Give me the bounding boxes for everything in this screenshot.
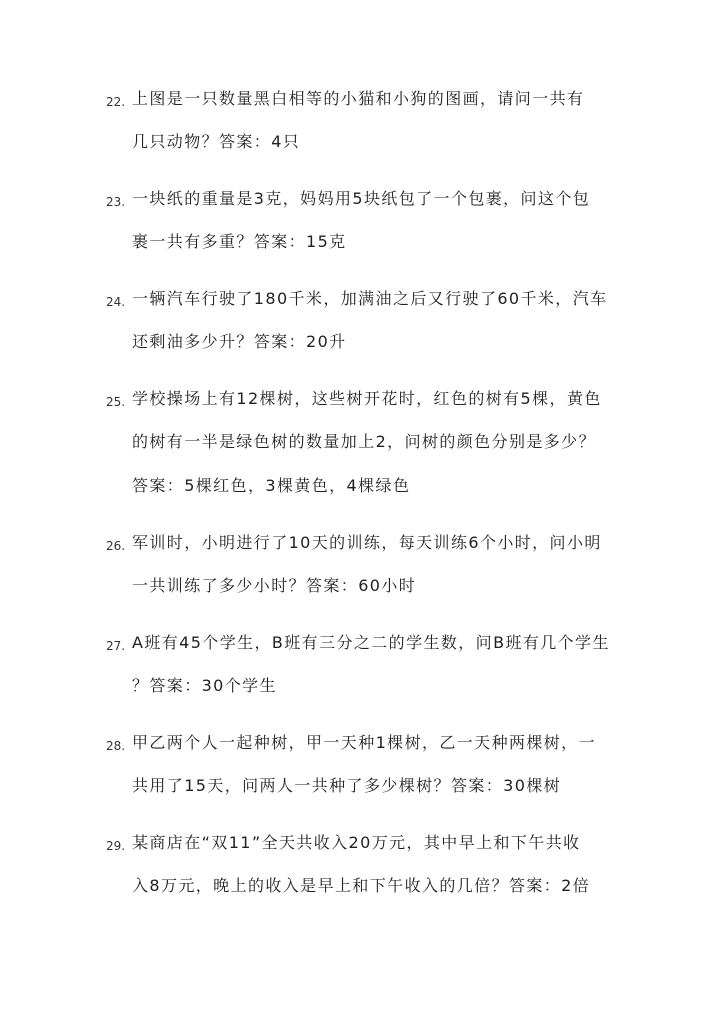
question-text-line: ？答案：30个学生	[132, 676, 277, 695]
question-text-line: 答案：5棵红色，3棵黄色，4棵绿色	[132, 476, 411, 495]
question-number: 28.	[106, 739, 126, 753]
question-number: 24.	[106, 295, 126, 309]
question-text-line: 入8万元，晚上的收入是早上和下午收入的几倍？答案：2倍	[132, 876, 591, 895]
question-number: 27.	[106, 639, 126, 653]
question-text-line: 的树有一半是绿色树的数量加上2，问树的颜色分别是多少？	[132, 432, 596, 451]
question-text-line: 某商店在“双11”全天共收入20万元，其中早上和下午共收	[132, 833, 581, 852]
question-text-line: 裹一共有多重？答案：15克	[132, 232, 347, 251]
question-number: 29.	[106, 839, 126, 853]
question-text-line: 军训时，小明进行了10天的训练，每天训练6个小时，问小明	[132, 533, 602, 552]
question-text-line: 学校操场上有12棵树，这些树开花时，红色的树有5棵，黄色	[132, 389, 602, 408]
question-text-line: 上图是一只数量黑白相等的小猫和小狗的图画，请问一共有	[132, 89, 585, 108]
question-text-line: 几只动物？答案：4只	[132, 132, 301, 151]
question-text-line: A班有45个学生，B班有三分之二的学生数，问B班有几个学生	[132, 633, 610, 652]
question-text-line: 一共训练了多少小时？答案：60小时	[132, 576, 417, 595]
question-number: 23.	[106, 195, 126, 209]
question-text-line: 一块纸的重量是3克，妈妈用5块纸包了一个包裹，问这个包	[132, 189, 591, 208]
question-text-line: 一辆汽车行驶了180千米，加满油之后又行驶了60千米，汽车	[132, 289, 608, 308]
question-number: 22.	[106, 95, 126, 109]
question-text-line: 还剩油多少升？答案：20升	[132, 332, 347, 351]
question-text-line: 共用了15天，问两人一共种了多少棵树？答案：30棵树	[132, 776, 562, 795]
question-number: 25.	[106, 395, 126, 409]
question-text-line: 甲乙两个人一起种树，甲一天种1棵树，乙一天种两棵树，一	[132, 733, 596, 752]
question-number: 26.	[106, 539, 126, 553]
